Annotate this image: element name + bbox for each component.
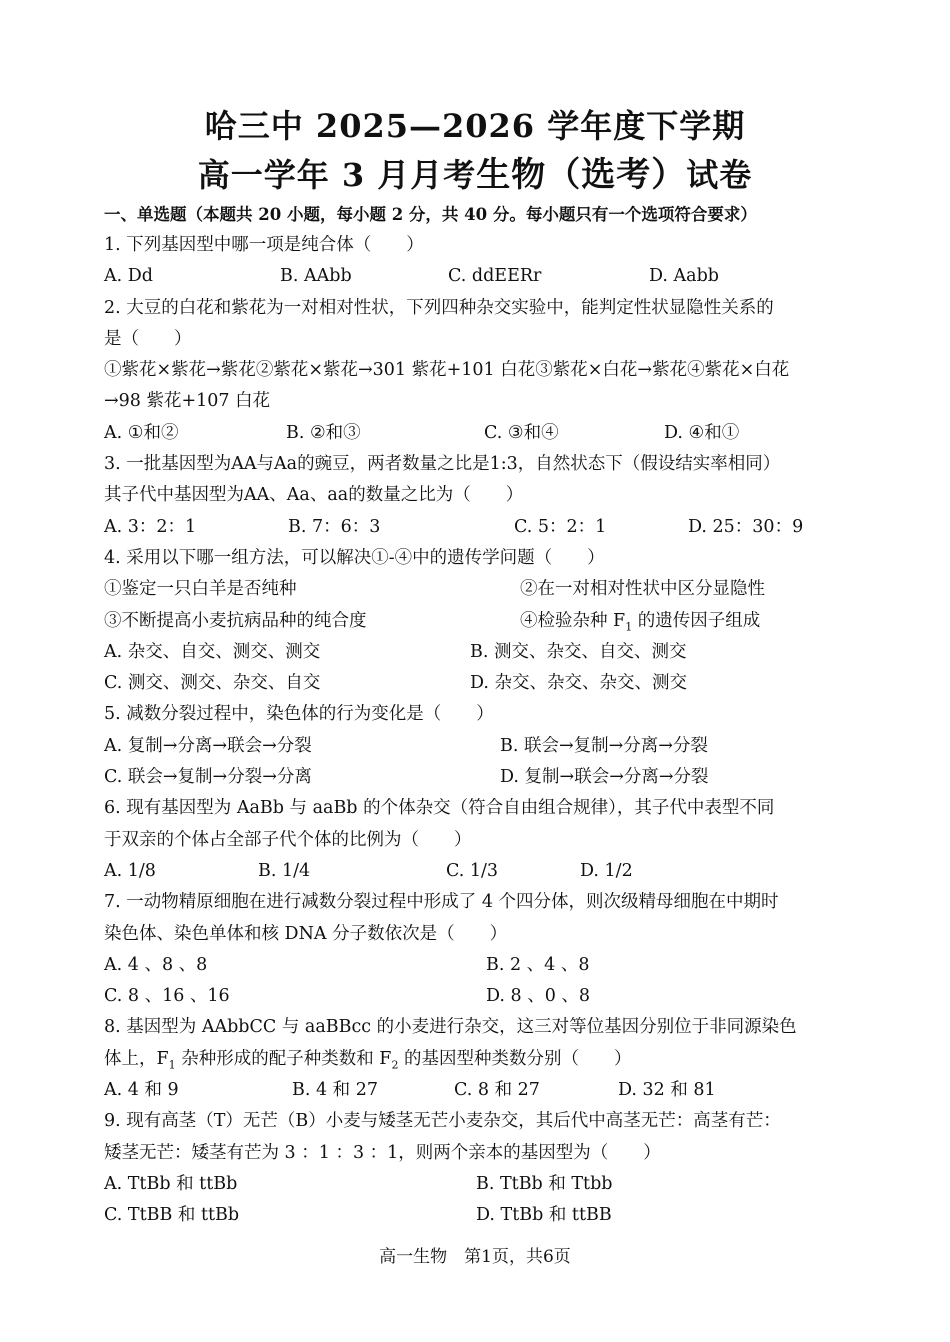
q4-option-c: C. 测交、测交、杂交、自交	[104, 673, 321, 694]
q7-option-d: D. 8 、0 、8	[486, 986, 591, 1007]
q8-option-b: B. 4 和 27	[292, 1080, 379, 1101]
q2-stem-1: 2. 大豆的白花和紫花为一对相对性状，下列四种杂交实验中，能判定性状显隐性关系的	[104, 297, 774, 318]
q4-item-1: ①鉴定一只白羊是否纯种	[104, 579, 297, 600]
q2-option-d: D. ④和①	[664, 422, 740, 443]
q6-option-c: C. 1/3	[446, 860, 499, 881]
q3-stem-1: 3. 一批基因型为AA与Aa的豌豆，两者数量之比是1:3，自然状态下（假设结实率相同）	[104, 454, 781, 475]
q8-options	[104, 1075, 849, 1106]
q3-option-a: A. 3：2：1	[104, 516, 197, 537]
q1-option-c: C. ddEERr	[448, 266, 542, 287]
q7-option-c: C. 8 、16 、16	[104, 986, 230, 1007]
q1-option-d: D. Aabb	[649, 266, 720, 287]
q3-option-b: B. 7：6：3	[288, 516, 381, 537]
q2-options	[104, 418, 849, 449]
exam-title-line2	[0, 152, 950, 198]
q1-stem: 1. 下列基因型中哪一项是纯合体（ ）	[104, 235, 424, 255]
q2-stem-4: →98 紫花+107 白花	[104, 391, 271, 412]
q6-options	[104, 856, 849, 887]
q6-stem-1: 6. 现有基因型为 AaBb 与 aaBb 的个体杂交（符合自由组合规律），其子代中表型不同	[104, 798, 775, 819]
q7-stem-2: 染色体、染色单体和核 DNA 分子数依次是（ ）	[104, 923, 508, 944]
title-suffix: 试卷	[686, 156, 753, 194]
q5-options-row2	[104, 762, 849, 793]
q2-stem-3: ①紫花×紫花→紫花②紫花×紫花→301 紫花+101 白花③紫花×白花→紫花④紫花×白花	[104, 360, 790, 381]
q8-option-c: C. 8 和 27	[454, 1080, 540, 1101]
q2-option-c: C. ③和④	[484, 422, 559, 443]
q6-option-b: B. 1/4	[258, 860, 311, 881]
q7-options-row2	[104, 981, 849, 1012]
q9-option-a: A. TtBb 和 ttBb	[104, 1173, 238, 1194]
q4-stem: 4. 采用以下哪一组方法，可以解决①-④中的遗传学问题（ ）	[104, 547, 605, 568]
q4-item-4: ④检验杂种 $F_1$ 的遗传因子组成	[520, 610, 761, 634]
q8-option-a: A. 4 和 9	[104, 1080, 179, 1101]
q5-option-a: A. 复制→分离→联会→分裂	[104, 735, 312, 756]
q3-stem-2: 其子代中基因型为AA、Aa、aa的数量之比为（ ）	[104, 485, 524, 506]
q8-option-d: D. 32 和 81	[618, 1080, 716, 1101]
q9-options-row2	[104, 1200, 849, 1231]
q8-stem-2: 体上，$F_1$ 杂种形成的配子种类数和 $F_2$ 的基因型种类数分别（ ）	[104, 1048, 632, 1072]
q7-options-row1	[104, 950, 849, 981]
q4-options-row2	[104, 668, 849, 699]
q7-option-a: A. 4 、8 、8	[104, 954, 208, 975]
q6-option-a: A. 1/8	[104, 860, 156, 881]
q4-option-b: B. 测交、杂交、自交、测交	[470, 641, 687, 662]
q9-option-d: D. TtBb 和 ttBB	[476, 1205, 612, 1226]
q9-option-c: C. TtBB 和 ttBb	[104, 1205, 240, 1226]
q9-stem-2: 矮茎无芒：矮茎有芒为 3 ：1 ：3 ：1，则两个亲本的基因型为（ ）	[104, 1142, 661, 1163]
q4-item-3: ③不断提高小麦抗病品种的纯合度	[104, 610, 367, 631]
q3-option-c: C. 5：2：1	[514, 516, 607, 537]
questions-block	[104, 230, 849, 1232]
q5-option-c: C. 联会→复制→分裂→分离	[104, 767, 312, 788]
q1-options	[104, 261, 849, 292]
q4-options-row1	[104, 637, 849, 668]
title-prefix: 高一学年 3 月月考	[197, 156, 477, 194]
q1-option-b: B. AAbb	[280, 266, 352, 287]
title-subject: 生物（选考）	[476, 155, 687, 195]
exam-title-line1: 哈三中 2025—2026 学年度下学期	[204, 107, 746, 145]
q6-stem-2: 于双亲的个体占全部子代个体的比例为（ ）	[104, 829, 472, 850]
q2-option-a: A. ①和②	[104, 422, 179, 443]
q4-items-row2	[104, 606, 849, 637]
q6-option-d: D. 1/2	[580, 860, 633, 881]
q5-options-row1	[104, 731, 849, 762]
q4-option-a: A. 杂交、自交、测交、测交	[104, 641, 321, 662]
q3-option-d: D. 25：30：9	[688, 516, 804, 537]
q9-option-b: B. TtBb 和 Ttbb	[476, 1173, 613, 1194]
q7-option-b: B. 2 、4 、8	[486, 954, 590, 975]
q7-stem-1: 7. 一动物精原细胞在进行减数分裂过程中形成了 4 个四分体，则次级精母细胞在中期时	[104, 892, 779, 913]
q4-option-d: D. 杂交、杂交、杂交、测交	[470, 673, 688, 694]
q2-option-b: B. ②和③	[286, 422, 361, 443]
q9-stem-1: 9. 现有高茎（T）无芒（B）小麦与矮茎无芒小麦杂交，其后代中高茎无芒：高茎有芒：	[104, 1111, 781, 1132]
q5-stem: 5. 减数分裂过程中，染色体的行为变化是（ ）	[104, 704, 494, 725]
q5-option-b: B. 联会→复制→分离→分裂	[500, 735, 708, 756]
q5-option-d: D. 复制→联会→分离→分裂	[500, 767, 709, 788]
q1-option-a: A. Dd	[104, 266, 153, 287]
page-footer: 高一生物 第1页，共6页	[379, 1247, 571, 1267]
q3-options	[104, 512, 849, 543]
section-title: 一、单选题（本题共 20 小题，每小题 2 分，共 40 分。每小题只有一个选项符合要求）	[104, 205, 757, 224]
q9-options-row1	[104, 1169, 849, 1200]
q2-stem-2: 是（ ）	[104, 328, 192, 349]
q4-items-row1	[104, 574, 849, 605]
q8-stem-1: 8. 基因型为 AAbbCC 与 aaBBcc 的小麦进行杂交，这三对等位基因分别位于非同源染色	[104, 1017, 797, 1038]
q4-item-2: ②在一对相对性状中区分显隐性	[520, 579, 765, 600]
